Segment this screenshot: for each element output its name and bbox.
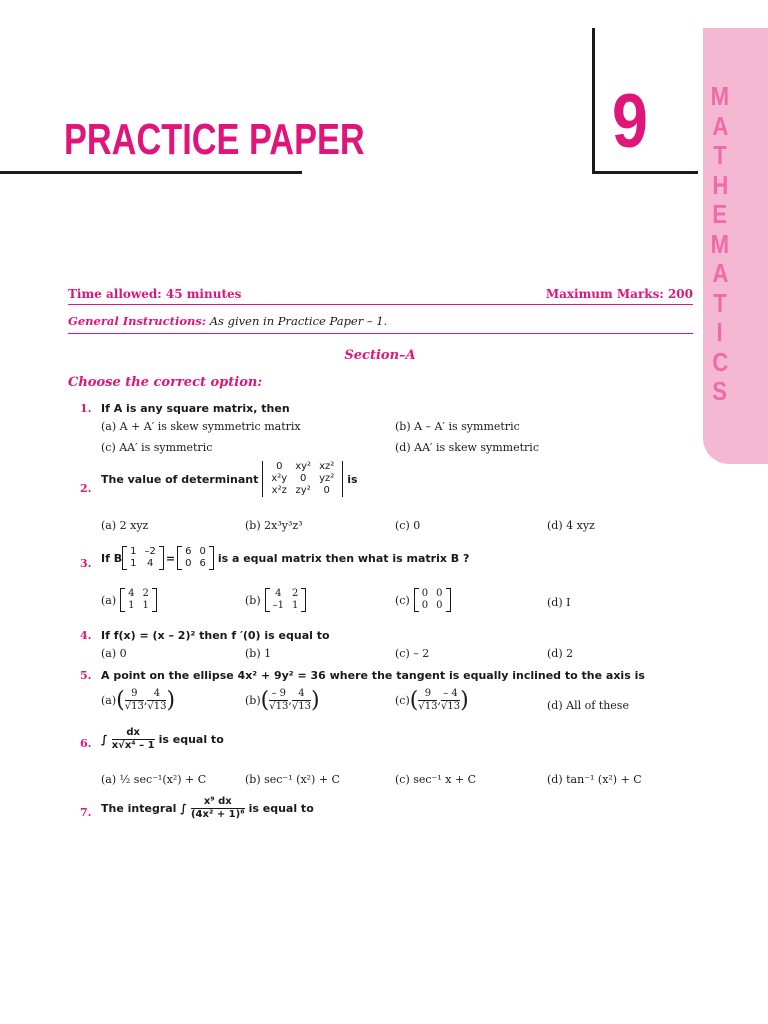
side-letter: C xyxy=(712,346,728,377)
option-d: (d) tan⁻¹ (x²) + C xyxy=(547,773,642,786)
denominator: √13 xyxy=(291,701,311,712)
question-text: A point on the ellipse 4x² + 9y² = 36 where the tangent is equally inclined to the axis is xyxy=(101,669,645,682)
question-text: If B 1 –2 1 4 = 6 0 0 6 is a equal matrix then what is matrix B ? xyxy=(101,546,470,569)
option-d: (d) All of these xyxy=(547,699,629,712)
det-cell: xz² xyxy=(319,461,335,472)
question-text: If f(x) = (x – 2)² then f ′(0) is equal to xyxy=(101,629,330,642)
question-number: 7. xyxy=(80,806,92,819)
number-frame-horizontal xyxy=(592,171,698,174)
numerator: 4 xyxy=(292,688,311,701)
option-b: (b) A – A′ is symmetric xyxy=(395,420,520,433)
side-letter: T xyxy=(713,287,727,318)
matrix xyxy=(120,588,157,612)
det-cell: 0 xyxy=(276,461,283,472)
denominator: √13 xyxy=(147,701,167,712)
det-cell: yz² xyxy=(319,473,335,484)
option-label: (b) xyxy=(245,593,261,607)
divider xyxy=(68,333,693,334)
matrix-cell: 2 xyxy=(142,588,149,599)
question-text: If A is any square matrix, then xyxy=(101,402,290,415)
question-text xyxy=(101,796,314,821)
matrix-cell: 1 xyxy=(130,546,137,557)
question-text xyxy=(101,461,358,497)
question-text-post: is equal to xyxy=(158,733,224,746)
title-underline xyxy=(0,171,302,174)
det-cell: xy² xyxy=(295,461,312,472)
matrix-cell: 0 xyxy=(436,588,443,599)
matrix xyxy=(177,546,214,570)
det-cell: 0 xyxy=(299,473,307,484)
question-text-post: is a equal matrix then what is matrix B ? xyxy=(217,551,470,565)
question-text xyxy=(101,727,224,752)
option-b: (b) 1 xyxy=(245,647,272,660)
option-a xyxy=(101,588,157,612)
denominator: √13 xyxy=(418,701,438,712)
question-number: 4. xyxy=(80,629,92,642)
det-cell: x²y xyxy=(271,473,288,484)
option-c: (c) – 2 xyxy=(395,647,430,660)
option-a: (a) ( $\frac{9}{√13}$ , $\frac{4}{√13}$ ) xyxy=(101,688,176,713)
denominator: √13 xyxy=(269,701,289,712)
option-c: (c) ( $\frac{9}{√13}$ , $\frac{- 4}{√13}$ ) xyxy=(395,688,469,713)
matrix-cell: 0 xyxy=(185,558,192,569)
numerator: 4 xyxy=(147,688,166,701)
matrix-cell: 4 xyxy=(275,588,282,599)
numerator: – 9 xyxy=(269,688,288,701)
option-b xyxy=(245,588,306,612)
maximum-marks: Maximum Marks: 200 xyxy=(545,287,693,301)
matrix-cell: 0 xyxy=(436,600,443,611)
determinant xyxy=(262,461,343,497)
option-label: (a) xyxy=(101,694,117,707)
det-cell: zy² xyxy=(295,485,311,496)
question-text-pre: If B xyxy=(101,551,123,565)
side-letter: M xyxy=(710,81,730,111)
paper-number: 9 xyxy=(612,79,648,164)
denominator: (4x² + 1)⁶ xyxy=(190,809,245,820)
option-b: (b) 2x³y³z³ xyxy=(245,519,303,532)
instructions-label: General Instructions: xyxy=(68,314,207,328)
option-label: (b) xyxy=(245,694,261,707)
integral-sign: ∫ xyxy=(101,733,108,746)
matrix-cell: 1 xyxy=(130,558,137,569)
side-letter: H xyxy=(712,169,728,200)
denominator: x√x⁴ – 1 xyxy=(111,740,155,751)
question-number: 2. xyxy=(80,482,92,495)
numerator: – 4 xyxy=(441,688,460,701)
matrix xyxy=(265,588,307,612)
denominator: √13 xyxy=(124,701,144,712)
numerator: 9 xyxy=(418,688,437,701)
matrix-cell: –2 xyxy=(144,546,156,557)
side-letter: A xyxy=(712,258,728,288)
side-letter: M xyxy=(710,228,730,259)
matrix-cell: 0 xyxy=(199,546,206,557)
option-a: (a) 0 xyxy=(101,647,127,660)
matrix-cell: 0 xyxy=(421,600,429,611)
matrix-cell: –1 xyxy=(272,600,284,611)
instructions-text: As given in Practice Paper – 1. xyxy=(209,314,388,328)
question-text-post: is xyxy=(347,472,358,486)
option-d: (d) 4 xyz xyxy=(547,519,595,532)
numerator: x⁹ dx xyxy=(191,796,245,809)
question-text-pre: The integral ∫ xyxy=(101,802,187,815)
question-text-post: is equal to xyxy=(248,802,314,815)
divider xyxy=(68,304,693,305)
general-instructions xyxy=(68,314,387,328)
option-a: (a) A + A′ is skew symmetric matrix xyxy=(101,420,301,433)
option-a: (a) ½ sec⁻¹(x²) + C xyxy=(101,773,207,786)
side-letter: T xyxy=(713,140,727,170)
choose-heading: Choose the correct option: xyxy=(68,375,263,390)
option-label: (c) xyxy=(395,593,410,607)
matrix xyxy=(122,546,164,570)
matrix-cell: 4 xyxy=(128,588,135,599)
option-d: (d) AA′ is skew symmetric xyxy=(395,441,539,454)
question-number: 1. xyxy=(80,402,92,415)
question-number: 6. xyxy=(80,737,92,750)
matrix-cell: 4 xyxy=(146,558,154,569)
option-c xyxy=(395,588,451,612)
section-heading: Section–A xyxy=(344,348,416,363)
det-cell: 0 xyxy=(323,485,330,496)
time-allowed: Time allowed: 45 minutes xyxy=(68,287,242,301)
side-letter: I xyxy=(716,317,724,347)
option-d: (d) 2 xyxy=(547,647,574,660)
question-text-pre: The value of determinant xyxy=(101,472,259,486)
option-d: (d) I xyxy=(547,596,571,609)
option-c: (c) 0 xyxy=(395,519,421,532)
option-label: (a) xyxy=(101,593,117,607)
option-b: (b) sec⁻¹ (x²) + C xyxy=(245,773,340,786)
matrix-cell: 6 xyxy=(199,558,206,569)
side-letter: A xyxy=(712,110,728,141)
option-c: (c) AA′ is symmetric xyxy=(101,441,213,454)
matrix xyxy=(414,588,451,612)
numerator: dx xyxy=(112,727,155,740)
matrix-cell: 0 xyxy=(421,588,429,599)
numerator: 9 xyxy=(125,688,144,701)
paper-title: PRACTICE PAPER xyxy=(64,115,365,164)
question-number: 3. xyxy=(80,557,92,570)
question-number: 5. xyxy=(80,669,92,682)
denominator: √13 xyxy=(440,701,461,712)
side-letter: E xyxy=(712,199,728,229)
matrix-cell: 2 xyxy=(292,588,299,599)
matrix-cell: 1 xyxy=(142,600,149,611)
option-label: (c) xyxy=(395,694,410,707)
matrix-cell: 1 xyxy=(292,600,299,611)
matrix-cell: 1 xyxy=(128,600,135,611)
matrix-cell: 6 xyxy=(185,546,192,557)
number-frame-vertical xyxy=(592,28,595,174)
side-letter: S xyxy=(712,376,728,406)
option-c: (c) sec⁻¹ x + C xyxy=(395,773,477,786)
det-cell: x²z xyxy=(271,485,287,496)
option-b: (b) ( $\frac{- 9}{√13}$ , $\frac{4}{√13}$ ) xyxy=(245,688,320,713)
option-a: (a) 2 xyz xyxy=(101,519,149,532)
